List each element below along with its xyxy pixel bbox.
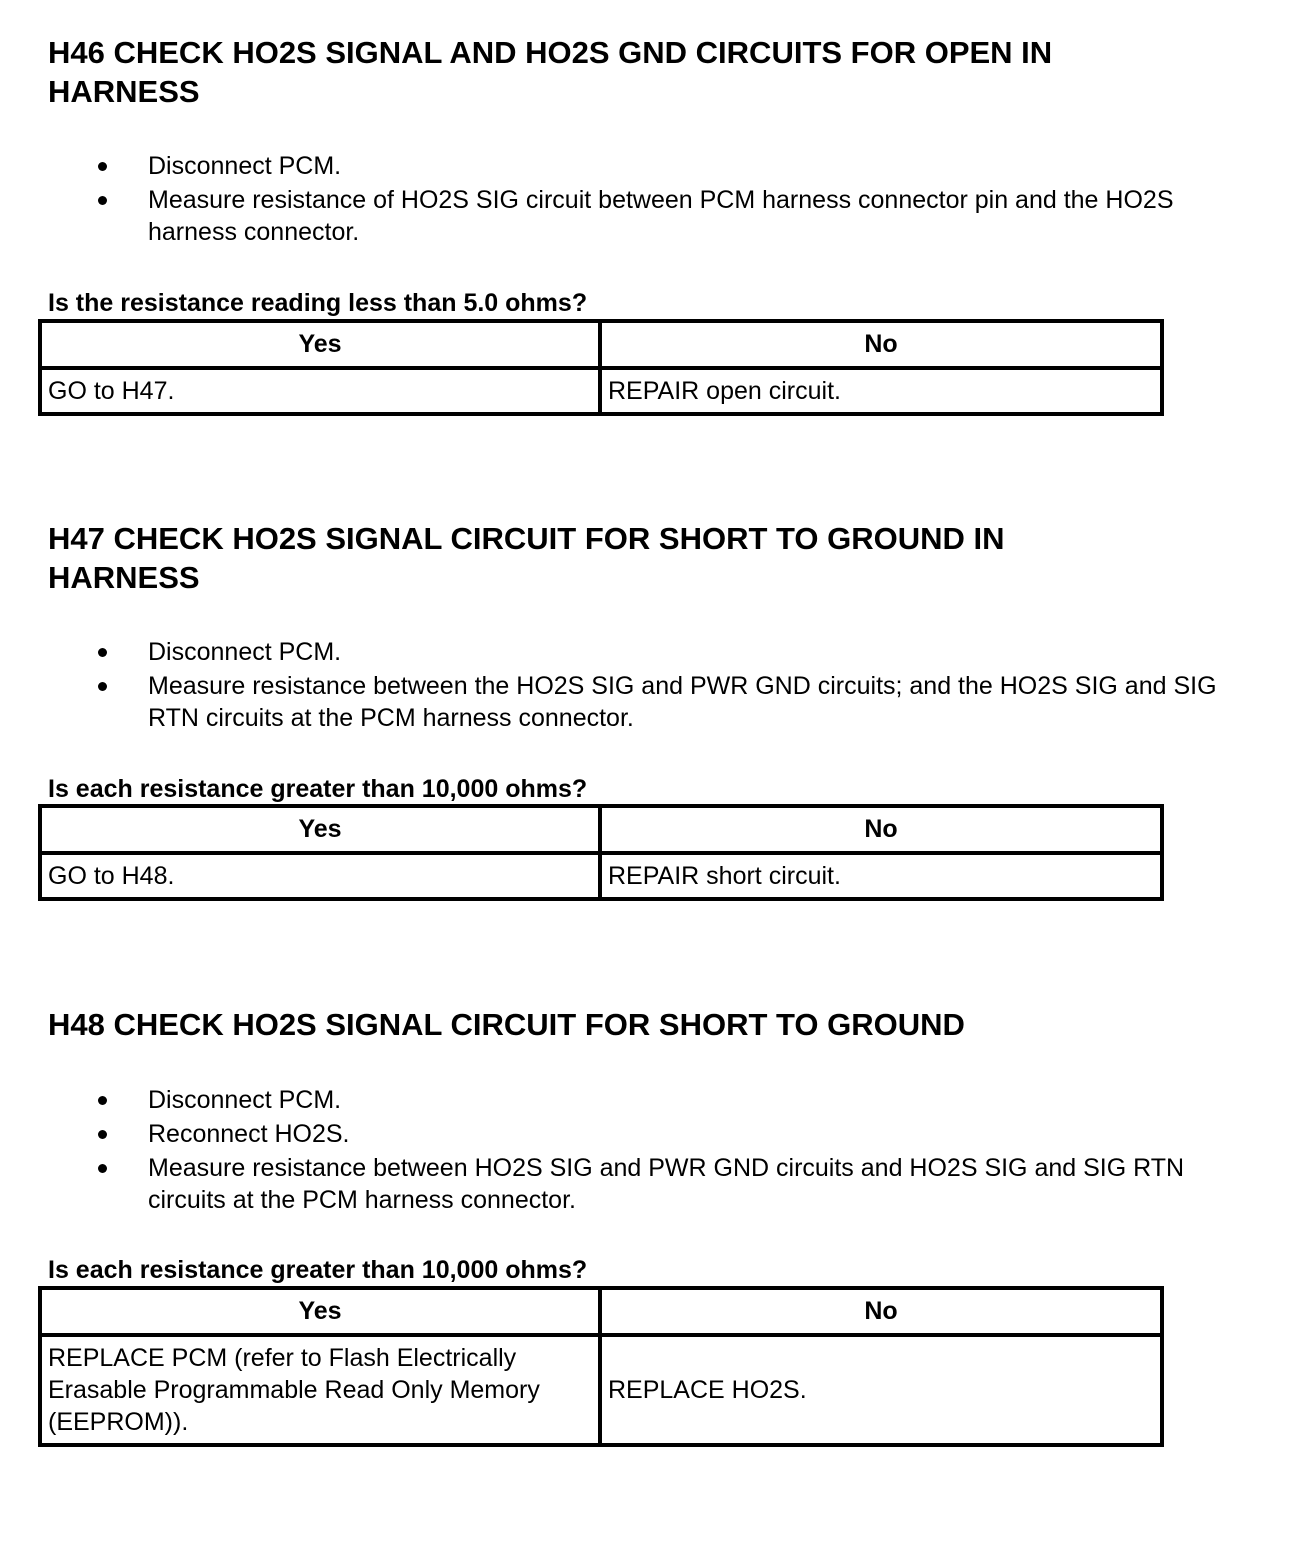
heading-line-2: HARNESS: [48, 74, 200, 109]
decision-question: Is the resistance reading less than 5.0 ohms?: [48, 289, 588, 317]
bullet-icon: [98, 682, 107, 691]
yes-header: Yes: [40, 806, 600, 853]
decision-table: [38, 804, 1164, 901]
step-item: [0, 1084, 1248, 1116]
decision-table: [38, 1286, 1164, 1447]
no-header: No: [600, 1288, 1162, 1335]
step-list: [0, 636, 1312, 736]
no-action: REPAIR short circuit.: [600, 853, 1162, 899]
bullet-icon: [98, 1096, 107, 1105]
decision-table: [38, 319, 1164, 416]
yes-action: GO to H48.: [40, 853, 600, 899]
no-action: REPAIR open circuit.: [600, 368, 1162, 414]
step-text: Measure resistance between HO2S SIG and PWR GND circuits and HO2S SIG and SIG RTN circuits at the PCM harness connector.: [148, 1154, 1185, 1214]
step-item: [0, 1118, 1248, 1150]
heading-line-1: H48 CHECK HO2S SIGNAL CIRCUIT FOR SHORT TO GROUND: [48, 1007, 965, 1042]
step-text: Disconnect PCM.: [148, 152, 342, 180]
bullet-icon: [98, 648, 107, 657]
section-heading: [48, 1005, 1248, 1044]
bullet-icon: [98, 196, 107, 205]
heading-line-1: H46 CHECK HO2S SIGNAL AND HO2S GND CIRCUITS FOR OPEN IN: [48, 35, 1053, 70]
bullet-icon: [98, 1164, 107, 1173]
step-item: [0, 670, 1248, 734]
yes-header: Yes: [40, 321, 600, 368]
step-list: [0, 150, 1312, 250]
heading-line-2: HARNESS: [48, 560, 200, 595]
decision-question: Is each resistance greater than 10,000 ohms?: [48, 1256, 588, 1284]
yes-header: Yes: [40, 1288, 600, 1335]
step-text: Disconnect PCM.: [148, 1086, 342, 1114]
decision-question: Is each resistance greater than 10,000 ohms?: [48, 775, 588, 803]
step-item: [0, 636, 1248, 668]
step-item: [0, 150, 1248, 182]
section-heading: [48, 519, 1248, 597]
step-text: Reconnect HO2S.: [148, 1120, 350, 1148]
heading-line-1: H47 CHECK HO2S SIGNAL CIRCUIT FOR SHORT TO GROUND IN: [48, 521, 1005, 556]
no-header: No: [600, 806, 1162, 853]
step-list: [0, 1084, 1312, 1218]
bullet-icon: [98, 162, 107, 171]
yes-action: REPLACE PCM (refer to Flash Electrically Erasable Programmable Read Only Memory (EEPROM)).: [40, 1335, 600, 1445]
step-item: [0, 184, 1248, 248]
step-item: [0, 1152, 1248, 1216]
bullet-icon: [98, 1130, 107, 1139]
yes-action: GO to H47.: [40, 368, 600, 414]
no-action: REPLACE HO2S.: [600, 1335, 1162, 1445]
section-heading: [48, 33, 1248, 111]
no-header: No: [600, 321, 1162, 368]
step-text: Disconnect PCM.: [148, 638, 342, 666]
step-text: Measure resistance of HO2S SIG circuit between PCM harness connector pin and the HO2S harness connector.: [148, 186, 1174, 246]
step-text: Measure resistance between the HO2S SIG and PWR GND circuits; and the HO2S SIG and SIG RTN circuits at the PCM harness connector.: [148, 672, 1217, 732]
